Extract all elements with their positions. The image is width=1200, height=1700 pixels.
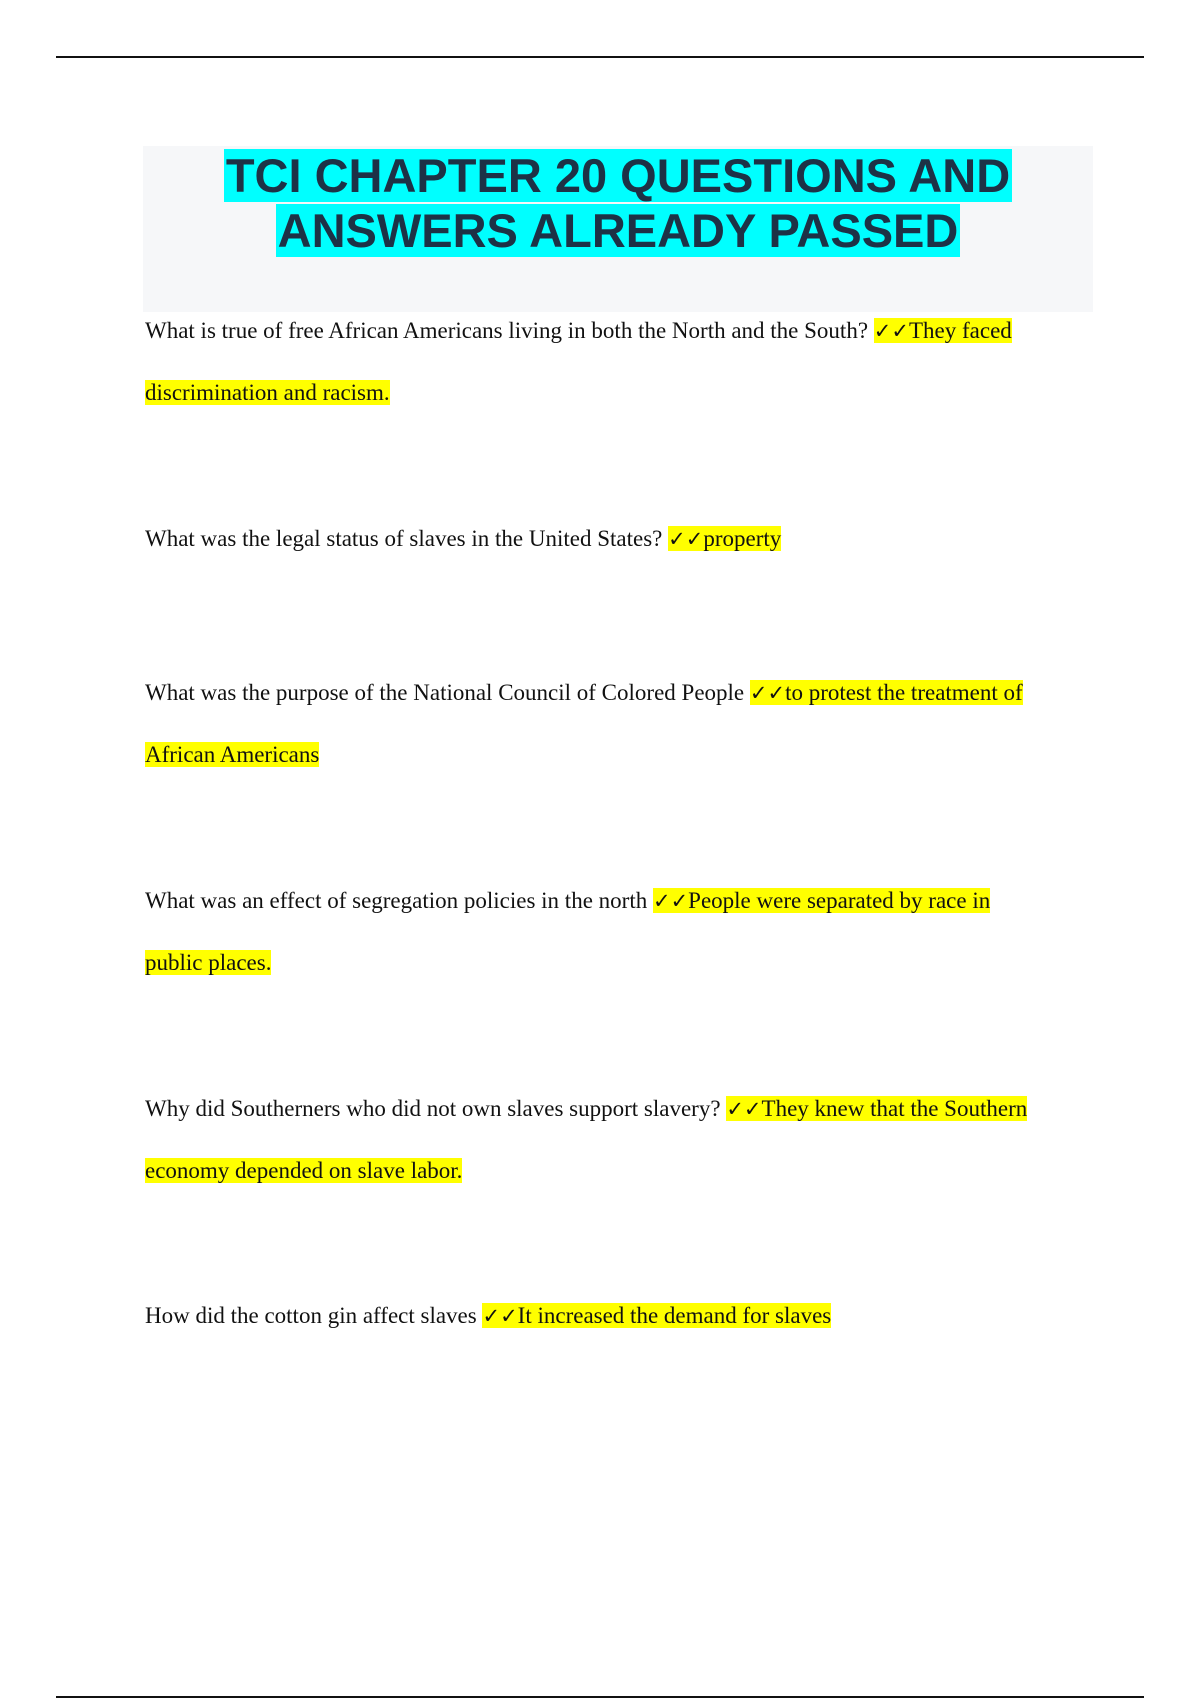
- question-text: What was the purpose of the National Council of Colored People: [145, 680, 750, 705]
- title-box: [143, 146, 1093, 312]
- question-text: What was the legal status of slaves in the United States?: [145, 526, 669, 551]
- document-title-text: TCI CHAPTER 20 QUESTIONS AND ANSWERS ALREADY PASSED: [225, 149, 1011, 257]
- check-mark-icon: ✓✓: [873, 319, 909, 343]
- qa-item-6: [145, 1285, 1075, 1347]
- check-mark-icon: ✓✓: [652, 889, 689, 913]
- qa-item-5: [145, 1078, 1085, 1201]
- top-rule: [56, 56, 1144, 58]
- answer-highlight: [668, 526, 781, 551]
- question-text: How did the cotton gin affect slaves: [145, 1303, 483, 1328]
- answer-text: They faced discrimination and racism.: [145, 318, 1012, 405]
- qa-item-4: [145, 870, 1045, 993]
- answer-text: It increased the demand for slaves: [517, 1303, 832, 1328]
- qa-item-2: [145, 508, 1075, 570]
- question-text: What is true of free African Americans living in both the North and the South?: [145, 318, 874, 343]
- check-mark-icon: ✓✓: [668, 527, 704, 551]
- answer-highlight: [482, 1303, 831, 1328]
- question-text: Why did Southerners who did not own slaves support slavery?: [145, 1096, 727, 1121]
- qa-item-3: [145, 662, 1085, 785]
- answer-text: property: [703, 526, 782, 551]
- answer-text: They knew that the Southern economy depended on slave labor.: [145, 1096, 1028, 1183]
- qa-item-1: [145, 300, 1075, 423]
- bottom-rule: [56, 1696, 1144, 1698]
- answer-text: to protest the treatment of African Americans: [145, 680, 1023, 767]
- question-text: What was an effect of segregation policies in the north: [145, 888, 653, 913]
- document-title: [143, 146, 1093, 258]
- check-mark-icon: ✓✓: [749, 681, 786, 705]
- check-mark-icon: ✓✓: [482, 1304, 518, 1328]
- answer-text: People were separated by race in public places.: [145, 888, 991, 975]
- check-mark-icon: ✓✓: [726, 1097, 762, 1121]
